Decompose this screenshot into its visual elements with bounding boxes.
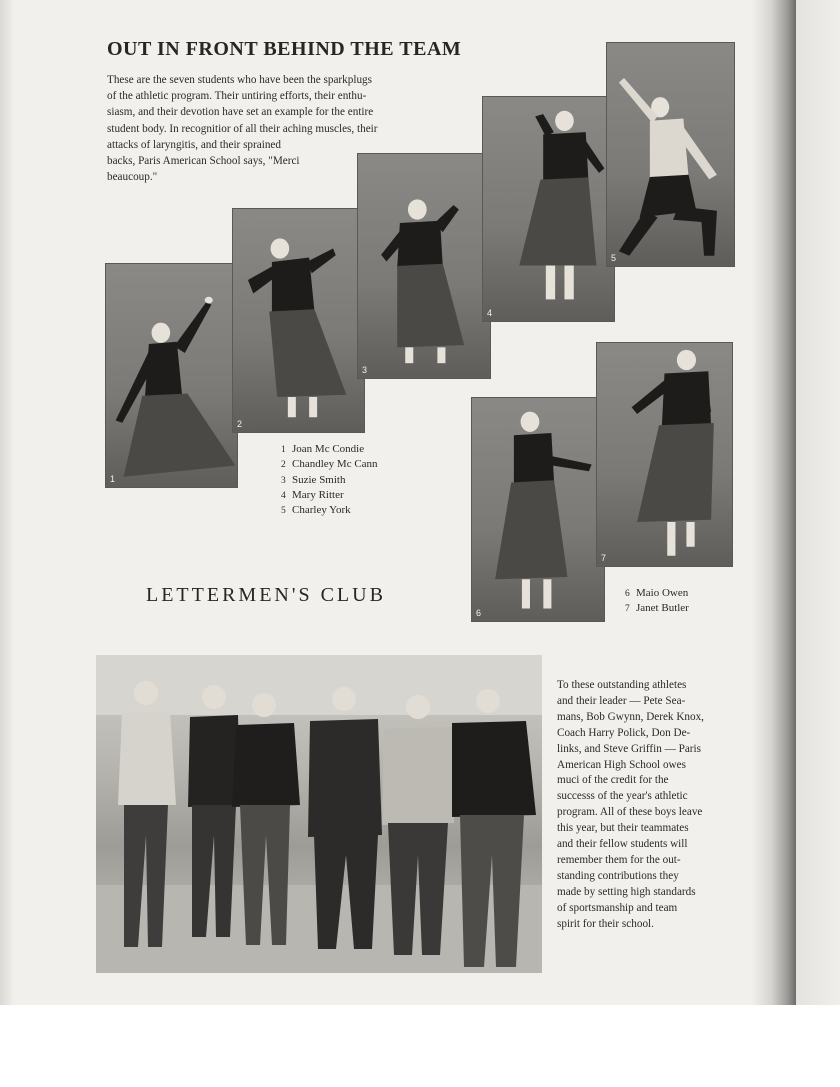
name-entry: 6 Maio Owen: [625, 587, 689, 599]
lettermens-club-story: To these outstanding athletes and their leader — Pete Sea- mans, Bob Gwynn, Derek Knox, Coach Harry Polick, Don De- links, and Steve Griffin — Paris American High School owes muci of the credit for the successs of the year's athletic program. All of these boys leave this year, but their teammates and their fellow students will remember them for the out- standing contributions they made by setting high standards of sportsmanship and team spirit for their school.: [557, 679, 704, 930]
cheerleader-names-1-5: [281, 442, 378, 518]
photo-number: 5: [611, 253, 617, 263]
photo-number: 1: [110, 474, 116, 484]
name-entry: 5 Charley York: [281, 504, 351, 517]
cheerleader-figure: [471, 397, 605, 622]
photo-number: 7: [601, 553, 607, 563]
cheerleader-figure: [357, 153, 491, 379]
cheerleader-photo-7: [596, 342, 733, 567]
cheerleader-figure: [232, 208, 368, 433]
cheerleader-photo-5: [606, 42, 735, 267]
group-figures: [96, 655, 542, 973]
cheerleader-figure: [596, 342, 733, 567]
lettermens-club-group-photo: [96, 655, 542, 973]
name-entry: 2 Chandley Mc Cann: [281, 458, 378, 471]
name-entry: 1 Joan Mc Condie: [281, 443, 365, 455]
photo-number: 6: [476, 608, 482, 618]
photo-number: 4: [487, 308, 493, 318]
cheerleaders-heading: OUT IN FRONT BEHIND THE TEAM: [107, 38, 462, 60]
name-entry: 3 Suzie Smith: [281, 473, 346, 486]
cheerleader-photo-4: [482, 96, 615, 322]
cheerleader-photo-2: [232, 208, 368, 433]
photo-number: 3: [362, 365, 368, 375]
photo-number: 2: [237, 419, 243, 429]
name-entry: 7 Janet Butler: [625, 602, 689, 615]
page-gutter: [752, 0, 796, 1005]
cheerleader-figure: [482, 96, 615, 322]
name-entry: 4 Mary Ritter: [281, 488, 344, 501]
cheerleader-figure: [606, 42, 735, 267]
facing-page-edge: [796, 0, 840, 1005]
cheerleader-photo-3: [357, 153, 491, 379]
cheerleader-figure: [105, 263, 238, 488]
cheerleader-photo-6: [471, 397, 605, 622]
lettermens-club-heading: LETTERMEN'S CLUB: [146, 584, 386, 606]
cheerleader-photo-1: [105, 263, 238, 488]
cheerleader-names-6-7: [625, 586, 689, 617]
cheerleaders-intro: These are the seven students who have been the sparkplugs of the athletic program. Their untiring efforts, their enthu- siasm, and their devotion have set an example for the entire student body. In recognitior of all their aching muscles, their attacks of laryngitis, and their sprained backs, Paris American School says, "Merci beaucoup.": [107, 74, 378, 184]
